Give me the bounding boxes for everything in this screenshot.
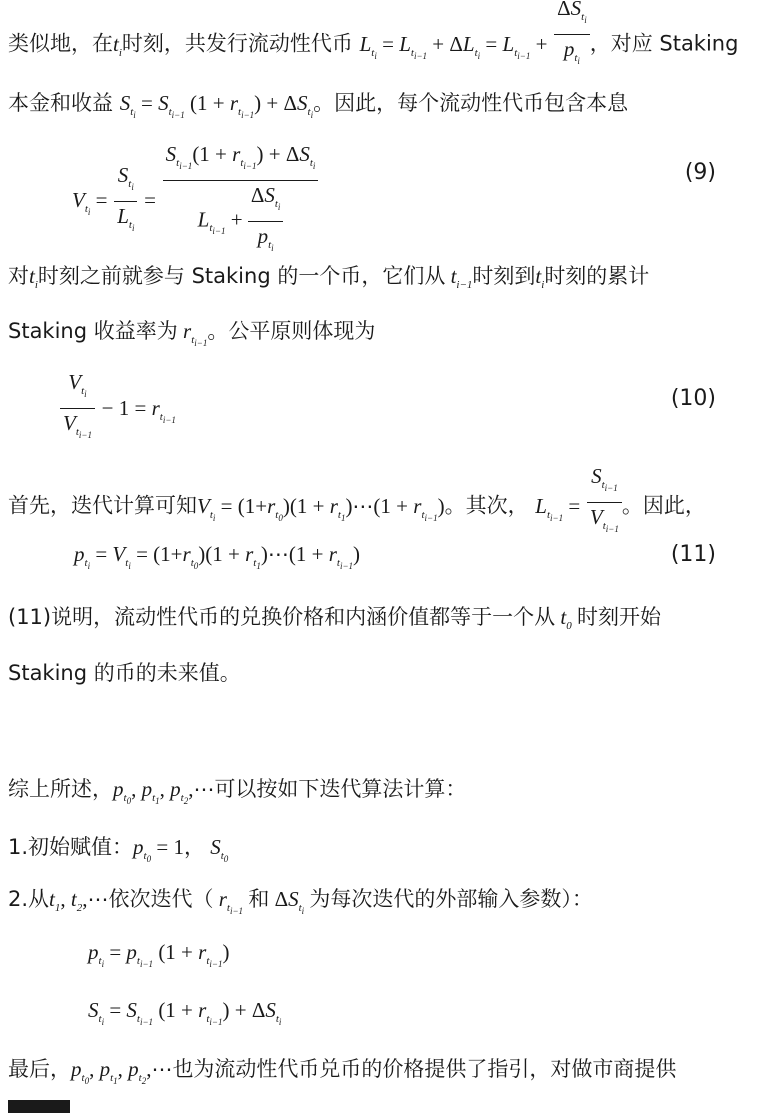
paragraph-line-4: Staking 收益率为 $r_{t_{i-1}}$。公平原则体现为: [8, 319, 376, 348]
equation-11: $p_{t_i} = V_{t_i} = (1+r_{t_0})(1$ + $r_{t_1})\cdots(1 + r_{t_{i-1}})$: [74, 542, 361, 571]
step-1-line: 1.初始赋值：$p_{t_0} = 1$， $S_{t_0}$: [8, 835, 229, 864]
final-line: 最后，$p_{t_0}$, $p_{t_1}$, $p_{t_2},\cdots$也为流动性代币兑币的价格提供了指引，对做市商提供: [8, 1057, 677, 1086]
math-S-update: $S_{t_i} = S_{t_{i-1}}$ $(1 + r_{t_{i-1}}) + \Delta S_{t_i}$: [119, 91, 314, 120]
paragraph-line-5: 首先，迭代计算可知$V_{t_i} = (1+r_{t_0})(1$ + $r_{t_1})\cdots(1 + r_{t_{i-1}})$。其次， $L_{t_{i-1}}$ = $\frac{S_{t_{i-1}}}{V_{t_{i-1}}}$ 。因此，: [8, 464, 706, 534]
iteration-equation-S: $S_{t_i} = S_{t_{i-1}}$ $(1 + r_{t_{i-1}}) + \Delta S_{t_i}$: [88, 998, 282, 1027]
equation-number-10: (10): [670, 386, 716, 411]
step-2-line: 2.从$t_1$, $t_2,\cdots$依次迭代（ $r_{t_{i-1}}$ 和 $\Delta S_{t_i}$ 为每次迭代的外部输入参数）：: [8, 887, 593, 916]
math-L-update: $L_{t_i} = L_{t_{i-1}} + \Delta L_{t_i} = L_{t_{i-1}}$ +: [359, 31, 548, 61]
paragraph-line-3: 对$t_i$时刻之前就参与 Staking 的一个币，它们从 $t_{i-1}$时刻到$t_i$时刻的累计: [8, 264, 650, 291]
math-t-i: $t_i$: [113, 31, 122, 59]
fraction-delta-S-over-p: $\frac{\Delta S_{t_i}}{p_{t_i}}$: [554, 0, 590, 75]
equation-9: $V_{t_i}$ = $\frac{S_{t_i}}{L_{t_i}}$ = $S_{t_{i-1}}(1 + r_{t_{i-1}}) + \Delta S_{t_i}$ $L_{t_{i-1}}$ + $\frac{\Delta S_{t_i}}{p_{t_i}}$: [72, 140, 318, 262]
paragraph-line-1: 类似地，在$t_i$时刻，共发行流动性代币 $L_{t_i} = L_{t_{i-1}} + \Delta L_{t_i} = L_{t_{i-1}}$ + $\frac{\Delta S_{t_i}}{p_{t_i}}$ ，对应 Staking: [8, 14, 772, 75]
equation-number-11: (11): [670, 542, 716, 567]
paragraph-line-7: Staking 的币的未来值。: [8, 661, 241, 685]
paragraph-line-2: 本金和收益 $S_{t_i} = S_{t_{i-1}}$ $(1 + r_{t_{i-1}}) + \Delta S_{t_i}$。因此，每个流动性代币包含本息: [8, 91, 629, 120]
cut-off-text-fragment: [8, 1100, 70, 1113]
equation-10: $\frac{V_{t_i}}{V_{t_{i-1}}}$ − $1 = r_{t_{i-1}}$: [60, 368, 176, 449]
iteration-equation-p: $p_{t_i} = p_{t_{i-1}}$ $(1 + r_{t_{i-1}})$: [88, 940, 230, 969]
equation-number-9: (9): [684, 160, 716, 185]
paragraph-line-6: (11)说明，流动性代币的兑换价格和内涵价值都等于一个从 $t_0$ 时刻开始: [8, 605, 661, 632]
summary-line: 综上所述，$p_{t_0}$, $p_{t_1}$, $p_{t_2},\cdots$可以按如下迭代算法计算：: [8, 777, 467, 806]
